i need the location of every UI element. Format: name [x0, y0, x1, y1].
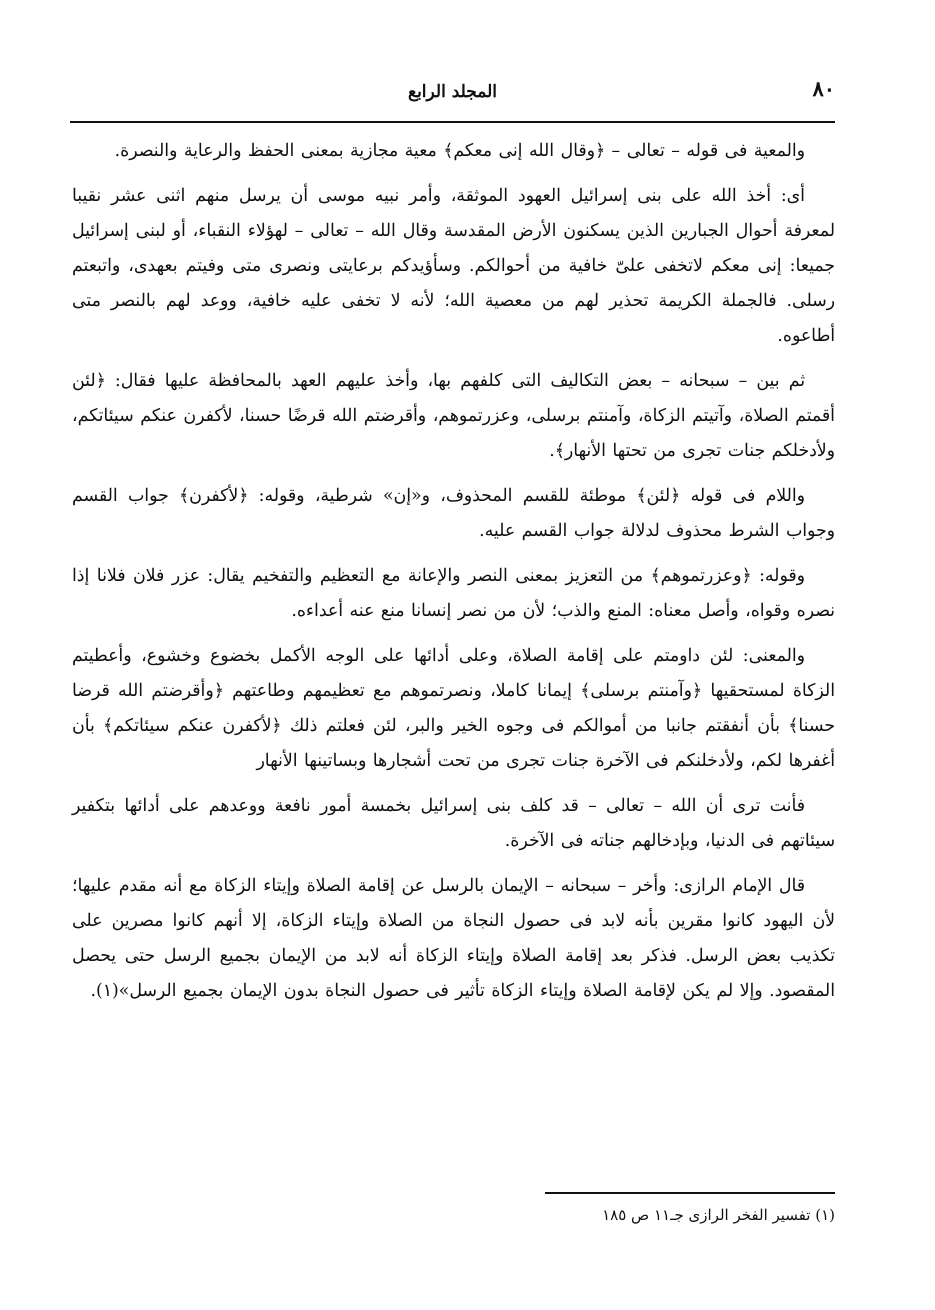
paragraph-2: أى: أخذ الله على بنى إسرائيل العهود الموثقة، وأمر نبيه موسى أن يرسل منهم اثنى عشر نقيبا لمعرفة أحوال الجبارين الذين يسكنون الأرض المقدسة وقال الله – تعالى – لهؤلاء النقباء، أو لبنى إسرائيل جميعا: إنى معكم لاتخفى علىّ خافية من أحوالكم. وسأؤيدكم برعايتى ونصرى متى وفيتم بعهدى، واتبعتم رسلى. فالجملة الكريمة تحذير لهم من معصية الله؛ لأنه لا تخفى عليه خافية، ووعد لهم بالنصر متى أطاعوه. — [72, 186, 835, 346]
paragraph-4: واللام فى قوله ﴿لئن﴾ موطئة للقسم المحذوف، و«إن» شرطية، وقوله: ﴿لأكفرن﴾ جواب القسم وجواب الشرط محذوف لدلالة جواب القسم عليه. — [72, 486, 835, 541]
paragraph-8: قال الإمام الرازى: وأخر – سبحانه – الإيمان بالرسل عن إقامة الصلاة وإيتاء الزكاة مع أنه مقدم عليها؛ لأن اليهود كانوا مقرين بأنه لابد فى حصول النجاة من الصلاة وإيتاء الزكاة، إلا أنهم كانوا مصرين على تكذيب بعض الرسل. فذكر بعد إقامة الصلاة وإيتاء الزكاة أنه لابد من الإيمان بجميع الرسل حتى يحصل المقصود. وإلا لم يكن لإقامة الصلاة وإيتاء الزكاة تأثير فى حصول النجاة بدون الإيمان بجميع الرسل»(١). — [72, 876, 835, 1001]
paragraph-7: فأنت ترى أن الله – تعالى – قد كلف بنى إسرائيل بخمسة أمور نافعة ووعدهم على أدائها بتكفير سيئاتهم فى الدنيا، وبإدخالهم جناته فى الآخرة. — [72, 796, 835, 851]
paragraph-3: ثم بين – سبحانه – بعض التكاليف التى كلفهم بها، وأخذ عليهم العهد بالمحافظة عليها فقال: ﴿لئن أقمتم الصلاة، وآتيتم الزكاة، وآمنتم برسلى، وعزرتموهم، وأقرضتم الله قرضًا حسنا، لأكفرن عنكم سيئاتكم، ولأدخلكم جنات تجرى من تحتها الأنهار﴾. — [72, 371, 835, 461]
footnote-rule — [545, 1192, 835, 1194]
running-title: المجلد الرابع — [408, 82, 497, 102]
paragraph-5: وقوله: ﴿وعزرتموهم﴾ من التعزيز بمعنى النصر والإعانة مع التعظيم والتفخيم يقال: عزر فلان فلانا إذا نصره وقواه، وأصل معناه: المنع والذب؛ لأن من نصر إنسانا منع عنه أعداءه. — [72, 566, 835, 621]
page-number: ٨٠ — [812, 76, 835, 101]
page-body — [72, 134, 835, 1019]
paragraph-6: والمعنى: لئن داومتم على إقامة الصلاة، وعلى أدائها على الوجه الأكمل بخضوع وخشوع، وأعطيتم الزكاة لمستحقيها ﴿وآمنتم برسلى﴾ إيمانا كاملا، ونصرتموهم مع تعظيمهم وطاعتهم ﴿وأقرضتم الله قرضا حسنا﴾ بأن أنفقتم جانبا من أموالكم فى وجوه الخير والبر، لئن فعلتم ذلك ﴿لأكفرن عنكم سيئاتكم﴾ بأن أغفرها لكم، ولأدخلنكم فى الآخرة جنات تجرى من تحت أشجارها وبساتينها الأنهار — [72, 646, 835, 771]
paragraph-1: والمعية فى قوله – تعالى – ﴿وقال الله إنى معكم﴾ معية مجازية بمعنى الحفظ والرعاية والنصرة. — [114, 141, 805, 161]
footnote: (١) تفسير الفخر الرازى جـ١١ ص ١٨٥ — [602, 1206, 835, 1224]
page-header — [70, 70, 835, 118]
header-rule — [70, 121, 835, 123]
